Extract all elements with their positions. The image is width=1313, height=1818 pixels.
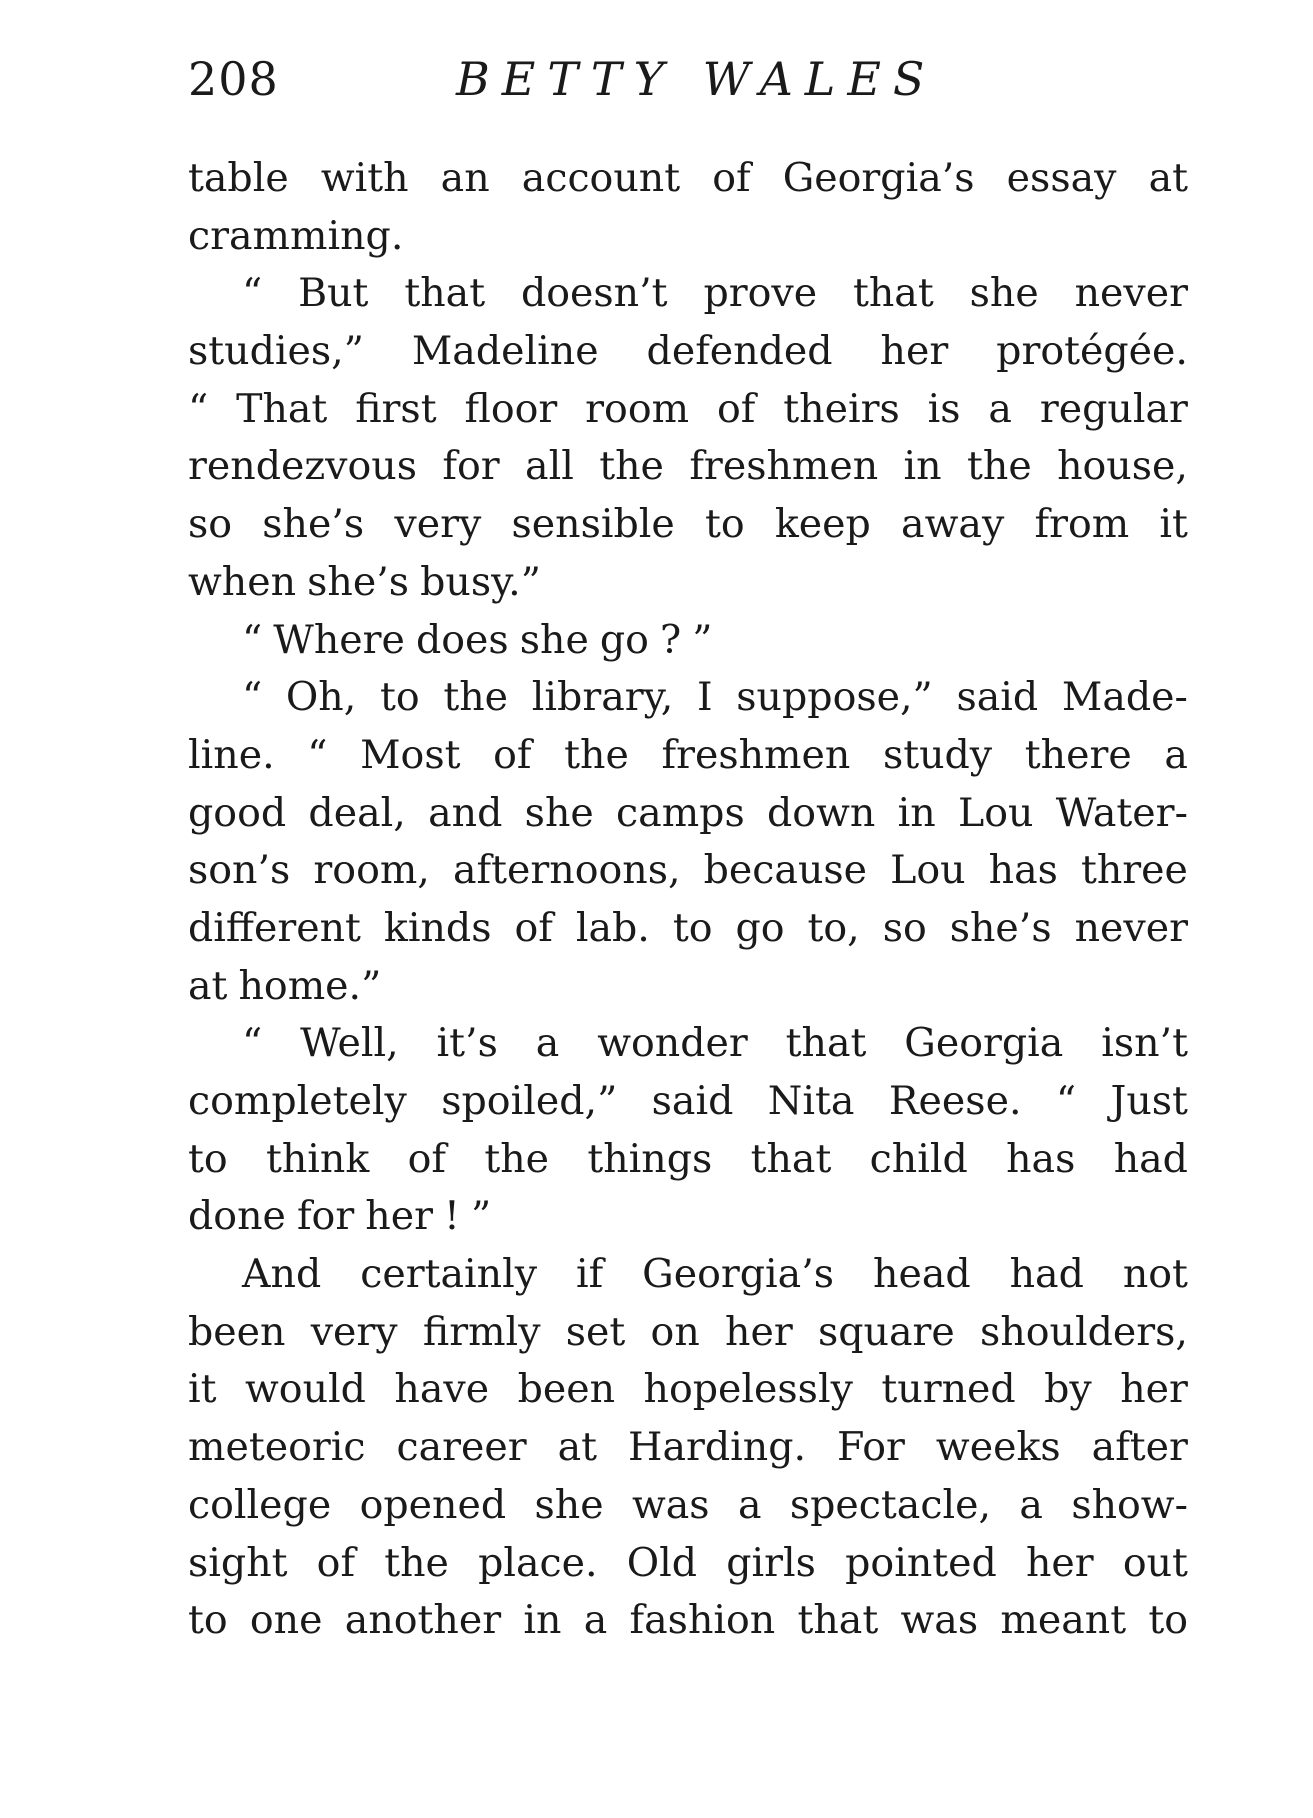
word: at [557, 1424, 598, 1471]
word: house, [1057, 443, 1188, 490]
word: of [316, 1539, 356, 1586]
word: think [265, 1135, 370, 1182]
word: Made- [1061, 674, 1188, 721]
word: theirs [783, 385, 900, 432]
text-line [188, 1131, 1188, 1189]
word: all [525, 443, 574, 490]
word: Madeline [411, 328, 599, 375]
word: Georgia’s [782, 155, 975, 201]
word: when [188, 558, 297, 605]
word: in [897, 789, 936, 836]
word: home.” [238, 962, 382, 1009]
word: a [1019, 1481, 1043, 1528]
word: “ [242, 1020, 263, 1067]
word: for [442, 443, 500, 490]
word: Old [626, 1539, 698, 1586]
word: square [817, 1308, 955, 1355]
word: go [599, 616, 649, 663]
word: child [869, 1135, 968, 1182]
word: floor [464, 385, 558, 432]
word: Oh, [285, 674, 357, 721]
word: very [394, 501, 482, 548]
word: “ [242, 616, 263, 663]
word: because [703, 847, 868, 894]
word: another [344, 1597, 502, 1644]
word: said [651, 1078, 734, 1124]
word: keep [774, 501, 871, 548]
word: lab. [575, 904, 650, 951]
word: essay [1006, 155, 1117, 201]
word: to [704, 501, 745, 548]
word: table [188, 155, 289, 201]
word: spectacle, [789, 1481, 992, 1528]
word: fashion [629, 1597, 776, 1644]
word: room [585, 385, 690, 432]
word: in [903, 443, 942, 490]
text-line [188, 438, 1188, 496]
word: head [873, 1251, 971, 1298]
word: that [785, 1020, 867, 1067]
text-line [188, 1592, 1188, 1650]
word: had [1009, 1251, 1084, 1298]
word: of [514, 904, 553, 951]
word: from [1034, 501, 1130, 548]
text-line [188, 1304, 1188, 1362]
word: son’s [188, 847, 291, 894]
word: a [988, 385, 1012, 432]
word: the [384, 1539, 449, 1586]
text-line [188, 1015, 1188, 1073]
word: Water- [1055, 789, 1188, 836]
word: ” [470, 1193, 492, 1240]
word: freshmen [661, 731, 851, 778]
word: never [1074, 270, 1188, 317]
word: had [1113, 1135, 1188, 1182]
word: she [524, 789, 594, 836]
word: firmly [422, 1308, 541, 1355]
word: her [1120, 1366, 1188, 1413]
word: wonder [597, 1020, 748, 1067]
word: to [1148, 1597, 1188, 1644]
word: Reese. [888, 1078, 1022, 1124]
word: kinds [383, 904, 492, 951]
word: a [583, 1597, 608, 1644]
word: at [188, 962, 228, 1009]
text-line [188, 842, 1188, 900]
word: if [575, 1251, 604, 1298]
word: Nita [767, 1078, 855, 1124]
text-line [188, 265, 1188, 323]
word: to [188, 1135, 228, 1182]
word: Harding. [628, 1424, 807, 1471]
word: that [797, 1597, 879, 1644]
word: she [969, 270, 1039, 317]
word: on [650, 1308, 700, 1355]
word: first [355, 385, 437, 432]
word: Lou [890, 847, 966, 894]
book-title: BETTY WALES [456, 52, 937, 106]
word: and [428, 789, 503, 836]
word: afternoons, [452, 847, 681, 894]
word: a [1164, 731, 1188, 778]
text-line [188, 785, 1188, 843]
word: for [296, 1193, 355, 1240]
word: sensible [511, 501, 675, 548]
word: pointed [845, 1539, 997, 1586]
word: the [967, 443, 1032, 490]
word: certainly [360, 1251, 538, 1298]
word: “ [242, 674, 263, 721]
word: has [988, 847, 1058, 894]
word: shoulders, [980, 1308, 1188, 1355]
word: things [587, 1135, 713, 1182]
word: she’s [949, 904, 1052, 951]
text-line [188, 496, 1188, 554]
word: the [599, 443, 664, 490]
text-line [188, 208, 1188, 266]
running-head [188, 40, 1188, 150]
word: college [188, 1481, 332, 1528]
word: But [298, 270, 369, 317]
text-line [188, 1188, 1188, 1246]
word: she’s [307, 558, 410, 605]
word: That [236, 385, 328, 432]
word: she [519, 616, 589, 663]
word: Georgia’s [642, 1251, 835, 1298]
text-line [188, 612, 1188, 670]
word: Georgia [904, 1020, 1064, 1067]
word: three [1080, 847, 1188, 894]
word: room, [313, 847, 430, 894]
word: with [320, 155, 409, 201]
text-line [188, 727, 1188, 785]
word: show- [1071, 1481, 1188, 1528]
word: regular [1039, 385, 1188, 432]
word: spoiled,” [441, 1078, 618, 1124]
word: ! [444, 1193, 460, 1240]
word: never [1074, 904, 1188, 951]
word: sight [188, 1539, 288, 1586]
word: meteoric [188, 1424, 366, 1471]
word: completely [188, 1078, 407, 1124]
word: defended [646, 328, 833, 375]
word: of [716, 385, 756, 432]
word: done [188, 1193, 286, 1240]
word: one [249, 1597, 323, 1644]
word: And [242, 1251, 322, 1298]
word: of [493, 731, 532, 778]
word: Well, [300, 1020, 399, 1067]
word: her [365, 1193, 433, 1240]
word: protégée. [996, 328, 1188, 375]
word: freshmen [689, 443, 879, 490]
word: that [852, 270, 934, 317]
text-line [188, 1419, 1188, 1477]
word: said [956, 674, 1039, 721]
word: at [1148, 155, 1188, 201]
text-line [188, 669, 1188, 727]
word: line. [188, 731, 275, 778]
word: in [523, 1597, 562, 1644]
word: deal, [308, 789, 406, 836]
word: to [380, 674, 420, 721]
word: account [521, 155, 681, 201]
word: to, [807, 904, 860, 951]
word: “ [242, 270, 263, 317]
word: set [565, 1308, 626, 1355]
word: does [415, 616, 509, 663]
word: go [735, 904, 785, 951]
word: would [244, 1366, 366, 1413]
text-line [188, 1477, 1188, 1535]
word: after [1091, 1424, 1188, 1471]
text-line [188, 554, 1188, 612]
body-text [188, 150, 1188, 1650]
word: ? [660, 616, 682, 663]
word: not [1122, 1251, 1188, 1298]
word: Lou [957, 789, 1034, 836]
word: of [407, 1135, 447, 1182]
word: meant [1000, 1597, 1127, 1644]
book-page [188, 40, 1188, 1650]
word: to [672, 904, 713, 951]
word: an [440, 155, 490, 201]
word: so [188, 501, 233, 548]
word: isn’t [1101, 1020, 1188, 1067]
text-line [188, 1535, 1188, 1593]
word: For [837, 1424, 905, 1471]
word: prove [703, 270, 818, 317]
page-number: 208 [188, 52, 279, 106]
word: rendezvous [188, 443, 417, 490]
word: by [1044, 1366, 1092, 1413]
word: career [396, 1424, 527, 1471]
word: ” [692, 616, 713, 663]
word: out [1122, 1539, 1188, 1586]
word: camps [616, 789, 745, 836]
word: a [737, 1481, 762, 1528]
word: of [712, 155, 751, 201]
text-line [188, 323, 1188, 381]
word: the [443, 674, 509, 721]
text-line [188, 381, 1188, 439]
word: very [310, 1308, 398, 1355]
word: “ [1055, 1078, 1077, 1124]
text-line [188, 150, 1188, 208]
word: “ [188, 385, 209, 432]
word: her [725, 1308, 793, 1355]
word: is [927, 385, 961, 432]
word: so [882, 904, 927, 951]
word: to [188, 1597, 228, 1644]
text-line [188, 958, 1188, 1016]
word: different [188, 904, 361, 951]
word: hopelessly [643, 1366, 853, 1413]
word: study [882, 731, 993, 778]
word: busy.” [420, 558, 541, 605]
word: Most [360, 731, 461, 778]
text-line [188, 1361, 1188, 1419]
word: it’s [436, 1020, 498, 1067]
word: a [535, 1020, 560, 1067]
word: weeks [935, 1424, 1061, 1471]
word: doesn’t [520, 270, 668, 317]
word: down [767, 789, 876, 836]
word: been [517, 1366, 616, 1413]
word: it [188, 1366, 217, 1413]
word: have [394, 1366, 490, 1413]
word: cramming. [188, 212, 404, 259]
word: good [188, 789, 287, 836]
word: the [564, 731, 629, 778]
word: that [404, 270, 486, 317]
word: studies,” [188, 328, 364, 375]
word: she’s [262, 501, 365, 548]
word: turned [881, 1366, 1016, 1413]
word: the [484, 1135, 550, 1182]
word: suppose,” [736, 674, 933, 721]
text-line [188, 900, 1188, 958]
word: was [631, 1481, 710, 1528]
word: opened [359, 1481, 507, 1528]
word: Where [273, 616, 405, 663]
text-line [188, 1246, 1188, 1304]
word: it [1159, 501, 1188, 548]
word: I [696, 674, 713, 721]
word: has [1006, 1135, 1076, 1182]
word: was [900, 1597, 979, 1644]
word: she [534, 1481, 604, 1528]
word: place. [478, 1539, 598, 1586]
text-line [188, 1073, 1188, 1131]
word: her [880, 328, 949, 375]
word: away [901, 501, 1005, 548]
word: her [1025, 1539, 1094, 1586]
word: library, [531, 674, 674, 721]
word: been [188, 1308, 286, 1355]
word: there [1024, 731, 1132, 778]
word: “ [307, 731, 328, 778]
word: that [750, 1135, 832, 1182]
word: Just [1110, 1078, 1188, 1124]
word: girls [726, 1539, 816, 1586]
